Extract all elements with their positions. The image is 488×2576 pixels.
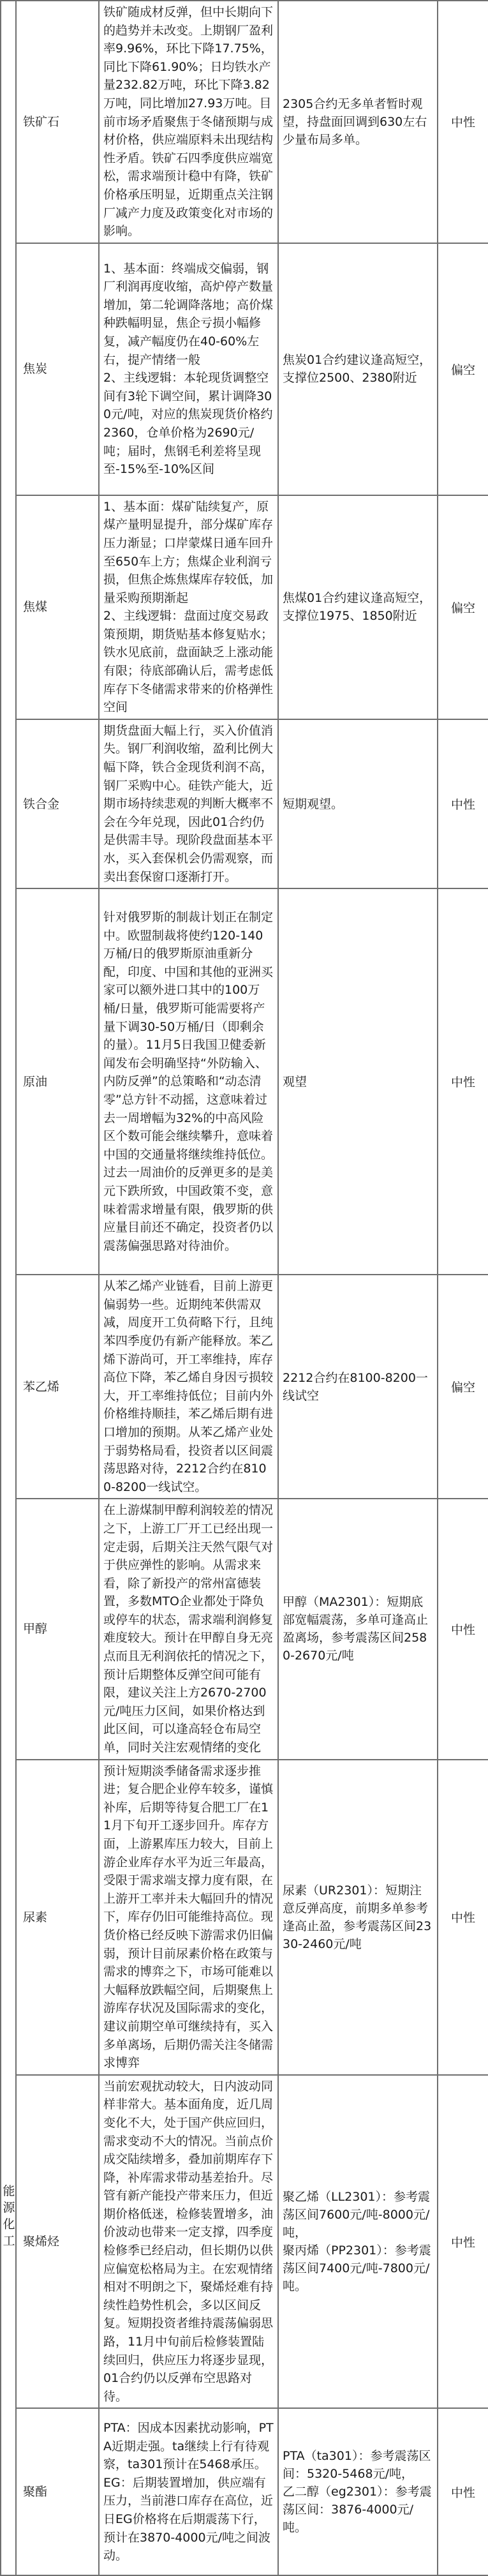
analysis-cell: PTA：因成本因素扰动影响，PTA近期走强。ta继续上行有待观察，ta301预计在5468承压。 EG：后期装置增加，供应端有压力，当前港口库存在高位，近日EG价格将在后期震荡下行，预计在3870-4000元/吨之间波动。 — [99, 2408, 278, 2575]
analysis-cell: 从苯乙烯产业链看，目前上游更偏弱势一些。近期纯苯供需双减，周度开工负荷略下行，且纯苯四季度仍有新产能释放。苯乙烯下游尚可，开工率维持，库存高位下降，苯乙烯自身因亏损较大，开工率维持低位；目前内外价格维持顺挂，苯乙烯后期有进口增加的预期。从苯乙烯产业处于弱势格局看，投资者以区间震荡思路对待，2212合约在8100-8200一线试空。 — [99, 1275, 278, 1499]
variety-cell: 聚酯 — [16, 2408, 99, 2575]
strategy-cell: 短期观望。 — [278, 719, 438, 888]
variety-cell: 铁矿石 — [16, 1, 99, 243]
variety-cell: 苯乙烯 — [16, 1275, 99, 1499]
table-row — [1, 1760, 488, 2075]
analysis-cell: 1、基本面：终端成交偏弱，钢厂利润再度收缩，高炉停产数量增加，第二轮调降落地；高价煤种跌幅明显，焦企亏损小幅修复，减产幅度仍在40-60%左右，提产情绪一般 2、主线逻辑：本轮现货调整空间有3轮下调空间，累计调降300元/吨，对应的焦炭现货价格约2360，仓单价格为2690元/吨；届时，焦钢毛利差将呈现至-15%至-10%区间 — [99, 243, 278, 495]
sector-label: 能 源 化 工 — [3, 2184, 15, 2249]
analysis-cell: 当前宏观扰动较大，日内波动同样非常大。基本面角度，近几周变化不大，处于国产供应回归，需求变动不大的情况。当前点价成交陆续增多，叠加前期库存下降，补库需求带动基差抬升。尽管有新产能投产带来压力，但近期价格低迷，检修装置增多，油价波动也带来一定支撑，四季度检修季已经启动，但长期仍以供应偏宽松格局为主。在宏观情绪相对不明朗之下，聚烯烃难有持续性趋势性机会，多以区间反复。短期投资者维持震荡偏弱思路，11月中旬前后检修装置陆续回归，供应压力将逐步显现，01合约仍以反弹布空思路对待。 — [99, 2075, 278, 2409]
variety-cell: 尿素 — [16, 1760, 99, 2075]
table-row — [1, 1275, 488, 1499]
analysis-cell: 铁矿随成材反弹，但中长期向下的趋势并未改变。上期钢厂盈利率9.96%，环比下降17.75%，同比下降61.90%；日均铁水产量232.82万吨，环比下降3.82万吨，同比增加27.93万吨。目前市场矛盾聚焦于冬储预期与成材价格，供应端原料未出现结构性矛盾。铁矿石四季度供应端宽松，需求端预计稳中有降，铁矿价格承压明显，近期重点关注钢厂减产力度及政策变化对市场的影响。 — [99, 1, 278, 243]
table-row — [1, 1499, 488, 1759]
view-cell: 偏空 — [438, 1275, 488, 1499]
view-cell: 中性 — [438, 2408, 488, 2575]
strategy-cell: 焦炭01合约建议逢高短空，支撑位2500、2380附近 — [278, 243, 438, 495]
view-cell: 偏空 — [438, 243, 488, 495]
strategy-cell: 2305合约无多单者暂时观望，持盘面回调到630左右少量布局多单。 — [278, 1, 438, 243]
table-row — [1, 888, 488, 1275]
variety-cell: 聚烯烃 — [16, 2075, 99, 2409]
sector-cell — [1, 1, 16, 2575]
strategy-cell: 焦煤01合约建议逢高短空，支撑位1975、1850附近 — [278, 495, 438, 719]
variety-cell: 铁合金 — [16, 719, 99, 888]
view-cell: 中性 — [438, 1499, 488, 1759]
analysis-cell: 1、基本面：煤矿陆续复产，原煤产量明显提升，部分煤矿库存压力渐显；口岸蒙煤日通车回升至650车上方；焦煤企业利润亏损，但焦企炼焦煤库存较低，加量采购预期渐起 2、主线逻辑：盘面过度交易政策预期，期货贴基本修复贴水；铁水见底前，盘面缺乏上涨动能有限；待底部确认后，需考虑低库存下冬储需求带来的价格弹性空间 — [99, 495, 278, 719]
strategy-cell: PTA（ta301）：参考震荡区间：5320-5468元/吨， 乙二醇（eg2301）：参考震荡区间：3876-4000元/吨。 — [278, 2408, 438, 2575]
table-row — [1, 2075, 488, 2409]
view-cell: 偏空 — [438, 495, 488, 719]
table-row — [1, 495, 488, 719]
variety-cell: 甲醇 — [16, 1499, 99, 1759]
variety-cell: 原油 — [16, 888, 99, 1275]
analysis-cell: 期货盘面大幅上行，买入价值消失。钢厂利润收缩，盈利比例大幅下降，铁合金现货利润不高，钢厂采购中心。硅铁产能大，近期市场持续悲观的判断大概率不会在今年兑现，因此01合约仍是供需丰导。现阶段盘面基本平水，买入套保机会仍需观察，而卖出套保窗口逐渐打开。 — [99, 719, 278, 888]
analysis-cell: 在上游煤制甲醇利润较差的情况之下，上游工厂开工已经出现一定走弱，后期关注天然气限气对于供应弹性的影响。从需求来看，除了新投产的常州富德装置，多数MTO企业都处于降负或停车的状态，需求端利润修复难度较大。预计在甲醇自身无亮点而且无利润依托的情况之下，预计后期整体反弹空间可能有限，建议关注上方2670-2700元/吨压力区间，如果价格达到此区间，可以逢高轻仓布局空单，同时关注宏观情绪的变化 — [99, 1499, 278, 1759]
strategy-cell: 聚乙烯（LL2301）：参考震荡区间7600元/吨-8000元/吨， 聚丙烯（PP2301）：参考震荡区间7400元/吨-7800元/吨。 — [278, 2075, 438, 2409]
view-cell: 中性 — [438, 719, 488, 888]
strategy-cell: 2212合约在8100-8200一线试空 — [278, 1275, 438, 1499]
strategy-cell: 尿素（UR2301）：短期注意反弹高度，前期多单参考逢高止盈，参考震荡区间2330-2460元/吨 — [278, 1760, 438, 2075]
view-cell: 中性 — [438, 1760, 488, 2075]
view-cell: 中性 — [438, 1, 488, 243]
table-row — [1, 2408, 488, 2575]
variety-cell: 焦煤 — [16, 495, 99, 719]
analysis-cell: 预计短期淡季储备需求逐步推进；复合肥企业停车较多，谨慎补库，后期等待复合肥工厂在11月下旬开工逐步回升。库存方面，上游累库压力较大，目前上游企业库存水平为近三年最高，受限于需求端支撑力度有限，在上游开工率并未大幅回升的情况下，库存仍旧可能维持高位。现货价格已经反映下游需求仍旧偏弱，预计目前尿素价格在政策与需求的博弈之下，市场可能难以大幅释放跌幅空间，后期聚焦上游库存状况及国际需求的变化，建议前期空单可继续持有，买入多单离场，后期仍需关注冬储需求博弈 — [99, 1760, 278, 2075]
strategy-cell: 甲醇（MA2301）：短期底部宽幅震荡，多单可逢高止盈离场，参考震荡区间2580-2670元/吨 — [278, 1499, 438, 1759]
table-row — [1, 243, 488, 495]
table-row — [1, 719, 488, 888]
view-cell: 中性 — [438, 2075, 488, 2409]
view-cell: 中性 — [438, 888, 488, 1275]
strategy-cell: 观望 — [278, 888, 438, 1275]
variety-cell: 焦炭 — [16, 243, 99, 495]
table-row — [1, 1, 488, 243]
analysis-cell: 针对俄罗斯的制裁计划正在制定中。欧盟制裁将使约120-140万桶/日的俄罗斯原油重新分配，印度、中国和其他的亚洲买家可以额外进口其中的100万桶/日量，俄罗斯可能需要将产量下调30-50万桶/日（即剩余的量）。11月5日我国卫健委新闻发布会明确坚持“外防输入、内防反弹”的总策略和“动态清零”总方针不动摇，这意味着过去一周增幅为32%的中高风险区个数可能会继续攀升，意味着中国的交通量将继续维持低位。过去一周油价的反弹更多的是美元下跌所致，中国政策不变，意味着需求增量有限，俄罗斯的供应量目前还不确定，投资者仍以震荡偏强思路对待油价。 — [99, 888, 278, 1275]
